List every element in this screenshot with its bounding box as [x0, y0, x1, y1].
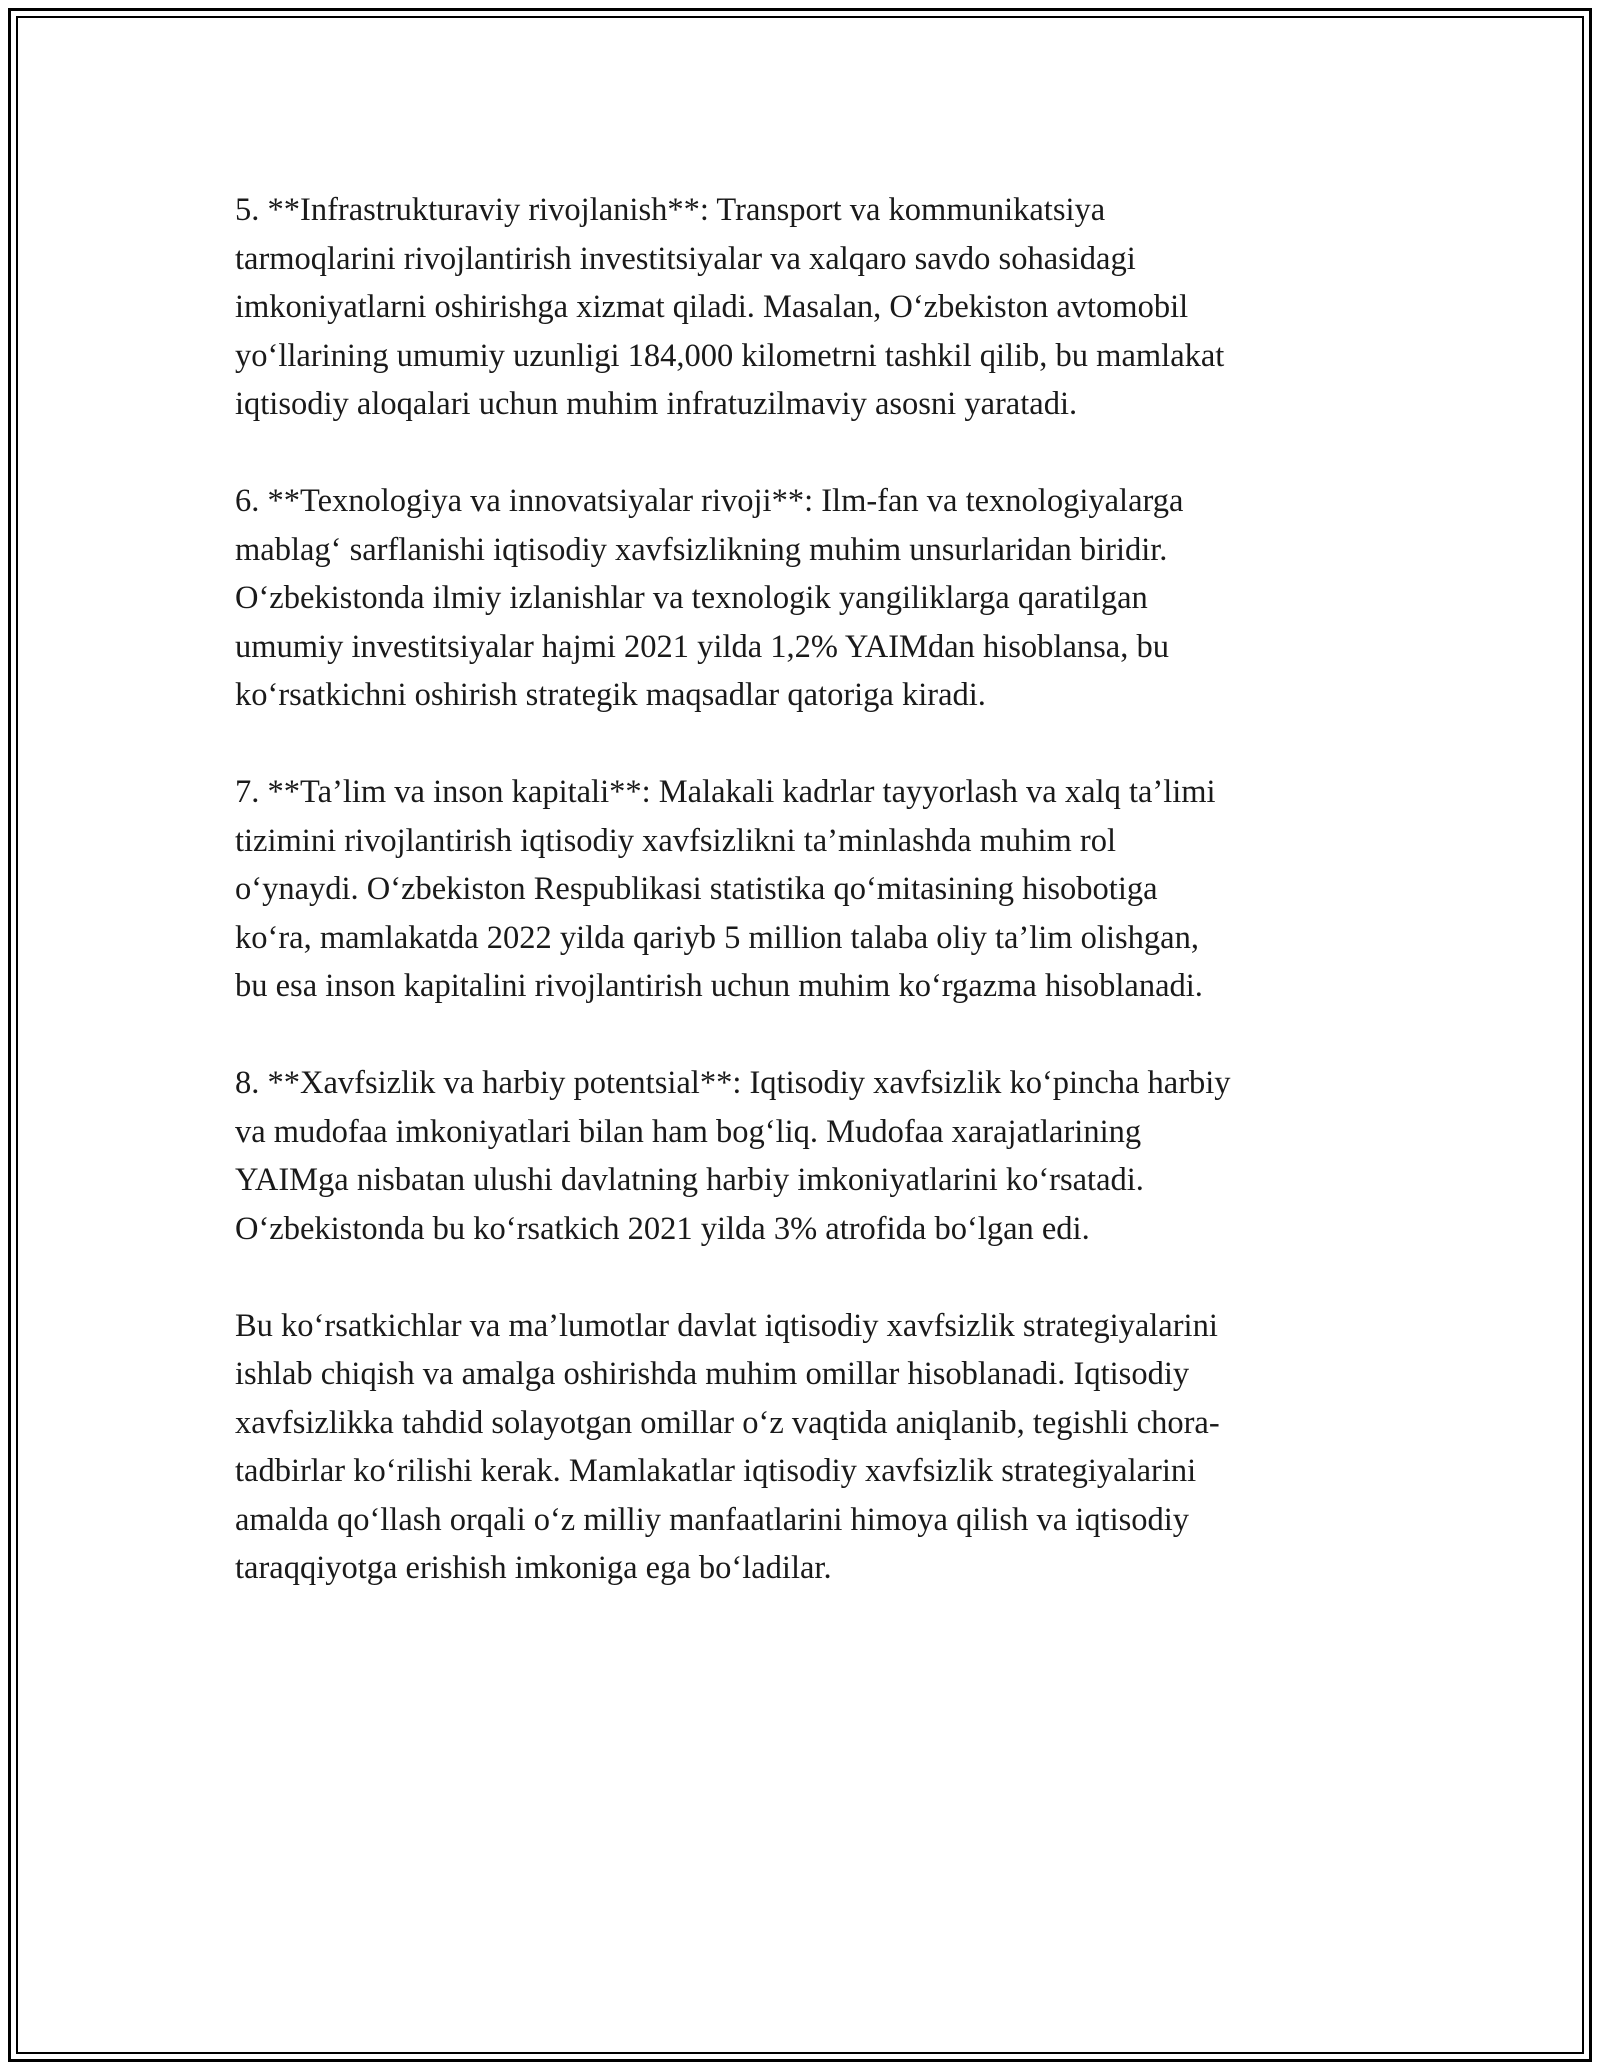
text-line: taraqqiyotga erishish imkoniga ega bo‘ladilar. [235, 1550, 832, 1586]
document-body [235, 186, 1365, 1641]
paragraph-technology [235, 477, 1365, 720]
text-line: tizimini rivojlantirish iqtisodiy xavfsizlikni ta’minlashda muhim rol [235, 822, 1117, 859]
text-line: bu esa inson kapitalini rivojlantirish uchun muhim ko‘rgazma hisoblanadi. [235, 968, 1203, 1004]
text-line: imkoniyatlarni oshirishga xizmat qiladi. Masalan, O‘zbekiston avtomobil [235, 289, 1189, 325]
text-line: 6. **Texnologiya va innovatsiyalar rivoji**: Ilm-fan va texnologiyalarga [235, 483, 1184, 519]
text-line: 7. **Ta’lim va inson kapitali**: Malakali kadrlar tayyorlash va xalq ta’limi [235, 774, 1216, 810]
text-line: iqtisodiy aloqalari uchun muhim infratuzilmaviy asosni yaratadi. [235, 386, 1078, 422]
text-line: xavfsizlikka tahdid solayotgan omillar o‘z vaqtida aniqlanib, tegishli chora- [235, 1404, 1220, 1441]
text-line: YAIMga nisbatan ulushi davlatning harbiy imkoniyatlarini ko‘rsatadi. [235, 1162, 1144, 1198]
text-line: ko‘rsatkichni oshirish strategik maqsadlar qatoriga kiradi. [235, 677, 986, 713]
paragraph-conclusion [235, 1302, 1365, 1593]
text-line: 8. **Xavfsizlik va harbiy potentsial**: Iqtisodiy xavfsizlik ko‘pincha harbiy [235, 1065, 1231, 1101]
text-line: yo‘llarining umumiy uzunligi 184,000 kilometrni tashkil qilib, bu mamlakat [235, 337, 1225, 374]
text-line: ko‘ra, mamlakatda 2022 yilda qariyb 5 million talaba oliy ta’lim olishgan, [235, 919, 1199, 956]
text-line: 5. **Infrastrukturaviy rivojlanish**: Transport va kommunikatsiya [235, 192, 1106, 228]
text-line: ishlab chiqish va amalga oshirishda muhim omillar hisoblanadi. Iqtisodiy [235, 1356, 1190, 1392]
text-line: tadbirlar ko‘rilishi kerak. Mamlakatlar iqtisodiy xavfsizlik strategiyalarini [235, 1453, 1197, 1489]
paragraph-education [235, 768, 1365, 1011]
text-line: umumiy investitsiyalar hajmi 2021 yilda 1,2% YAIMdan hisoblansa, bu [235, 628, 1169, 665]
text-line: tarmoqlarini rivojlantirish investitsiyalar va xalqaro savdo sohasidagi [235, 240, 1136, 277]
paragraph-security [235, 1059, 1365, 1253]
text-line: mablag‘ sarflanishi iqtisodiy xavfsizlikning muhim unsurlaridan biridir. [235, 531, 1168, 568]
text-line: Bu ko‘rsatkichlar va ma’lumotlar davlat iqtisodiy xavfsizlik strategiyalarini [235, 1307, 1218, 1344]
text-line: o‘ynaydi. O‘zbekiston Respublikasi statistika qo‘mitasining hisobotiga [235, 871, 1158, 907]
text-line: amalda qo‘llash orqali o‘z milliy manfaatlarini himoya qilish va iqtisodiy [235, 1501, 1190, 1538]
text-line: O‘zbekistonda bu ko‘rsatkich 2021 yilda 3% atrofida bo‘lgan edi. [235, 1210, 1090, 1247]
text-line: va mudofaa imkoniyatlari bilan ham bog‘liq. Mudofaa xarajatlarining [235, 1113, 1142, 1150]
text-line: O‘zbekistonda ilmiy izlanishlar va texnologik yangiliklarga qaratilgan [235, 580, 1148, 616]
paragraph-infrastructure [235, 186, 1365, 429]
